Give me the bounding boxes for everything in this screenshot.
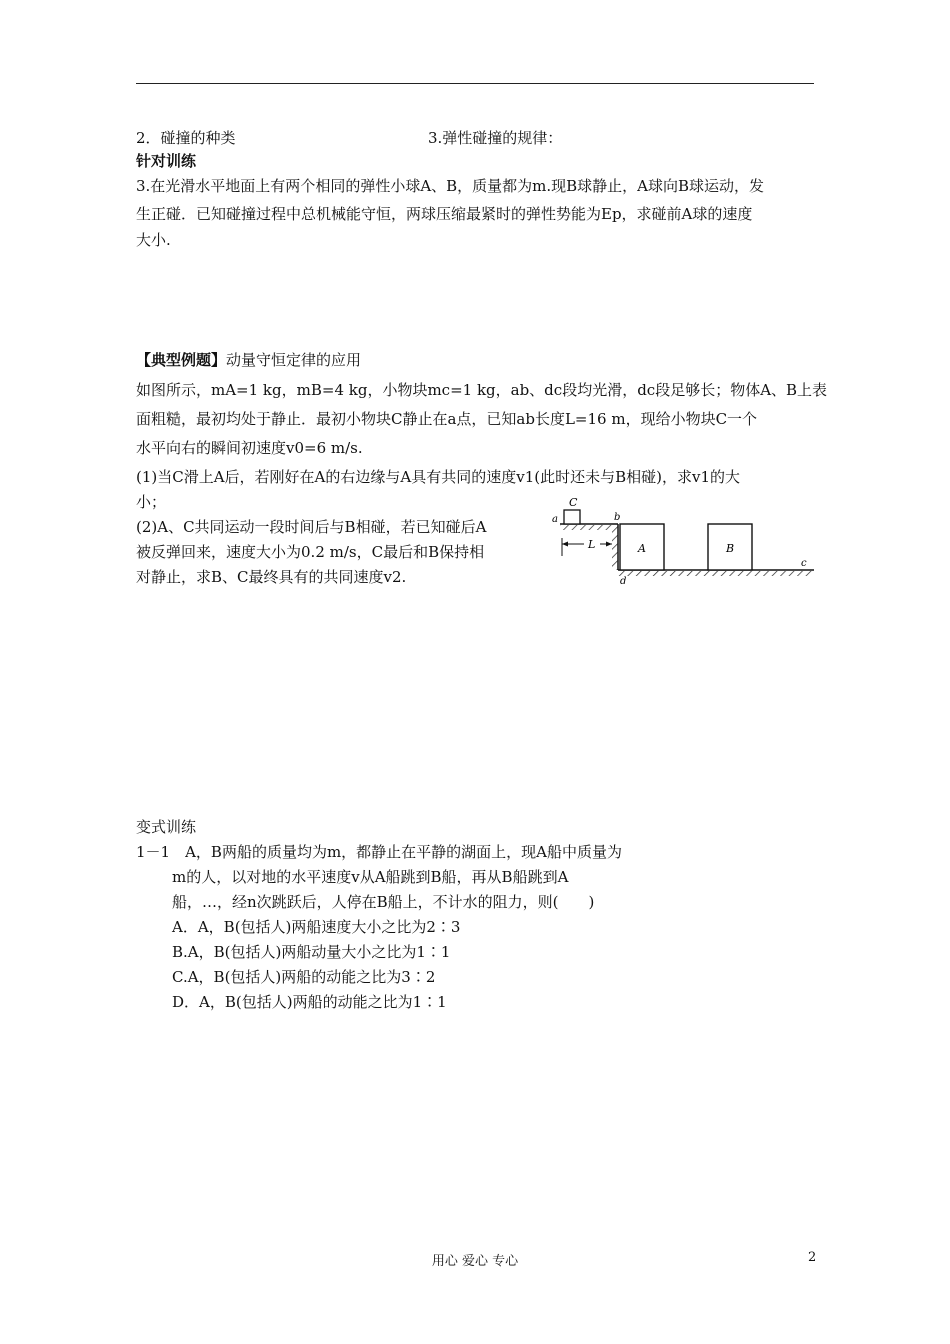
label-a: a (552, 514, 558, 525)
question1-line2: 小； (136, 493, 167, 511)
floor-hatch (618, 571, 814, 576)
option-B: B.A，B(包括人)两船动量大小之比为1∶1 (172, 943, 451, 961)
block-C (564, 510, 580, 524)
footer-slogan: 用心 爱心 专心 (431, 1254, 519, 1269)
example-heading-text: 动量守恒定律的应用 (226, 351, 362, 369)
question2-line1: (2)A、C共同运动一段时间后与B相碰，若已知碰后A (136, 518, 487, 536)
label-B: B (726, 542, 735, 555)
length-L-arrowhead-left (562, 542, 568, 547)
option-C: C.A，B(包括人)两船的动能之比为3∶2 (172, 968, 436, 986)
wall-hatch (612, 530, 618, 570)
label-L: L (588, 538, 596, 551)
label-b: b (614, 512, 621, 523)
option-A: A．A，B(包括人)两船速度大小之比为2∶3 (172, 918, 461, 936)
label-d: d (620, 576, 627, 586)
label-c: c (801, 558, 807, 569)
training-title: 针对训练 (136, 152, 197, 170)
page-number: 2 (808, 1250, 817, 1265)
variant-question-line3: 船，…，经n次跳跃后，人停在B船上，不计水的阻力，则( ) (172, 893, 595, 911)
problem3-line1: 3.在光滑水平地面上有两个相同的弹性小球A、B，质量都为m.现B球静止，A球向B球运动，发 (136, 177, 765, 195)
question1-line1: (1)当C滑上A后，若刚好在A的右边缘与A具有共同的速度v1(此时还未与B相碰)，求v1的大 (136, 468, 740, 486)
label-A: A (638, 542, 646, 555)
length-L-arrowhead-right (606, 542, 612, 547)
example-heading-bracket: 【典型例题】 (136, 351, 227, 369)
variant-question-line1: 1－1 A，B两船的质量均为m，都静止在平静的湖面上，现A船中质量为 (136, 843, 623, 861)
question2-line3: 对静止，求B、C最终具有的共同速度v2. (136, 568, 407, 586)
ledge-hatch (560, 525, 618, 530)
problem3-line2: 生正碰．已知碰撞过程中总机械能守恒，两球压缩最紧时的弹性势能为Ep，求碰前A球的速度 (136, 205, 753, 223)
item-elastic-rule: 3.弹性碰撞的规律： (428, 129, 563, 147)
variant-question-line2: m的人，以对地的水平速度v从A船跳到B船，再从B船跳到A (172, 868, 569, 886)
physics-diagram (548, 494, 820, 586)
problem3-line3: 大小. (136, 231, 171, 249)
question2-line2: 被反弹回来，速度大小为0.2 m/s，C最后和B保持相 (136, 543, 485, 561)
example-line3: 水平向右的瞬间初速度v0=6 m/s. (136, 439, 363, 457)
example-heading (136, 349, 361, 371)
item-collision-types: 2．碰撞的种类 (136, 129, 236, 147)
example-line2: 面粗糙，最初均处于静止．最初小物块C静止在a点，已知ab长度L=16 m，现给小物块C一个 (136, 410, 758, 428)
variant-title: 变式训练 (136, 818, 197, 836)
label-C: C (569, 496, 578, 509)
option-D: D．A，B(包括人)两船的动能之比为1∶1 (172, 993, 447, 1011)
example-line1: 如图所示，mA=1 kg，mB=4 kg，小物块mc=1 kg，ab、dc段均光滑，dc段足够长；物体A、B上表 (136, 381, 828, 399)
header-rule (136, 83, 814, 84)
